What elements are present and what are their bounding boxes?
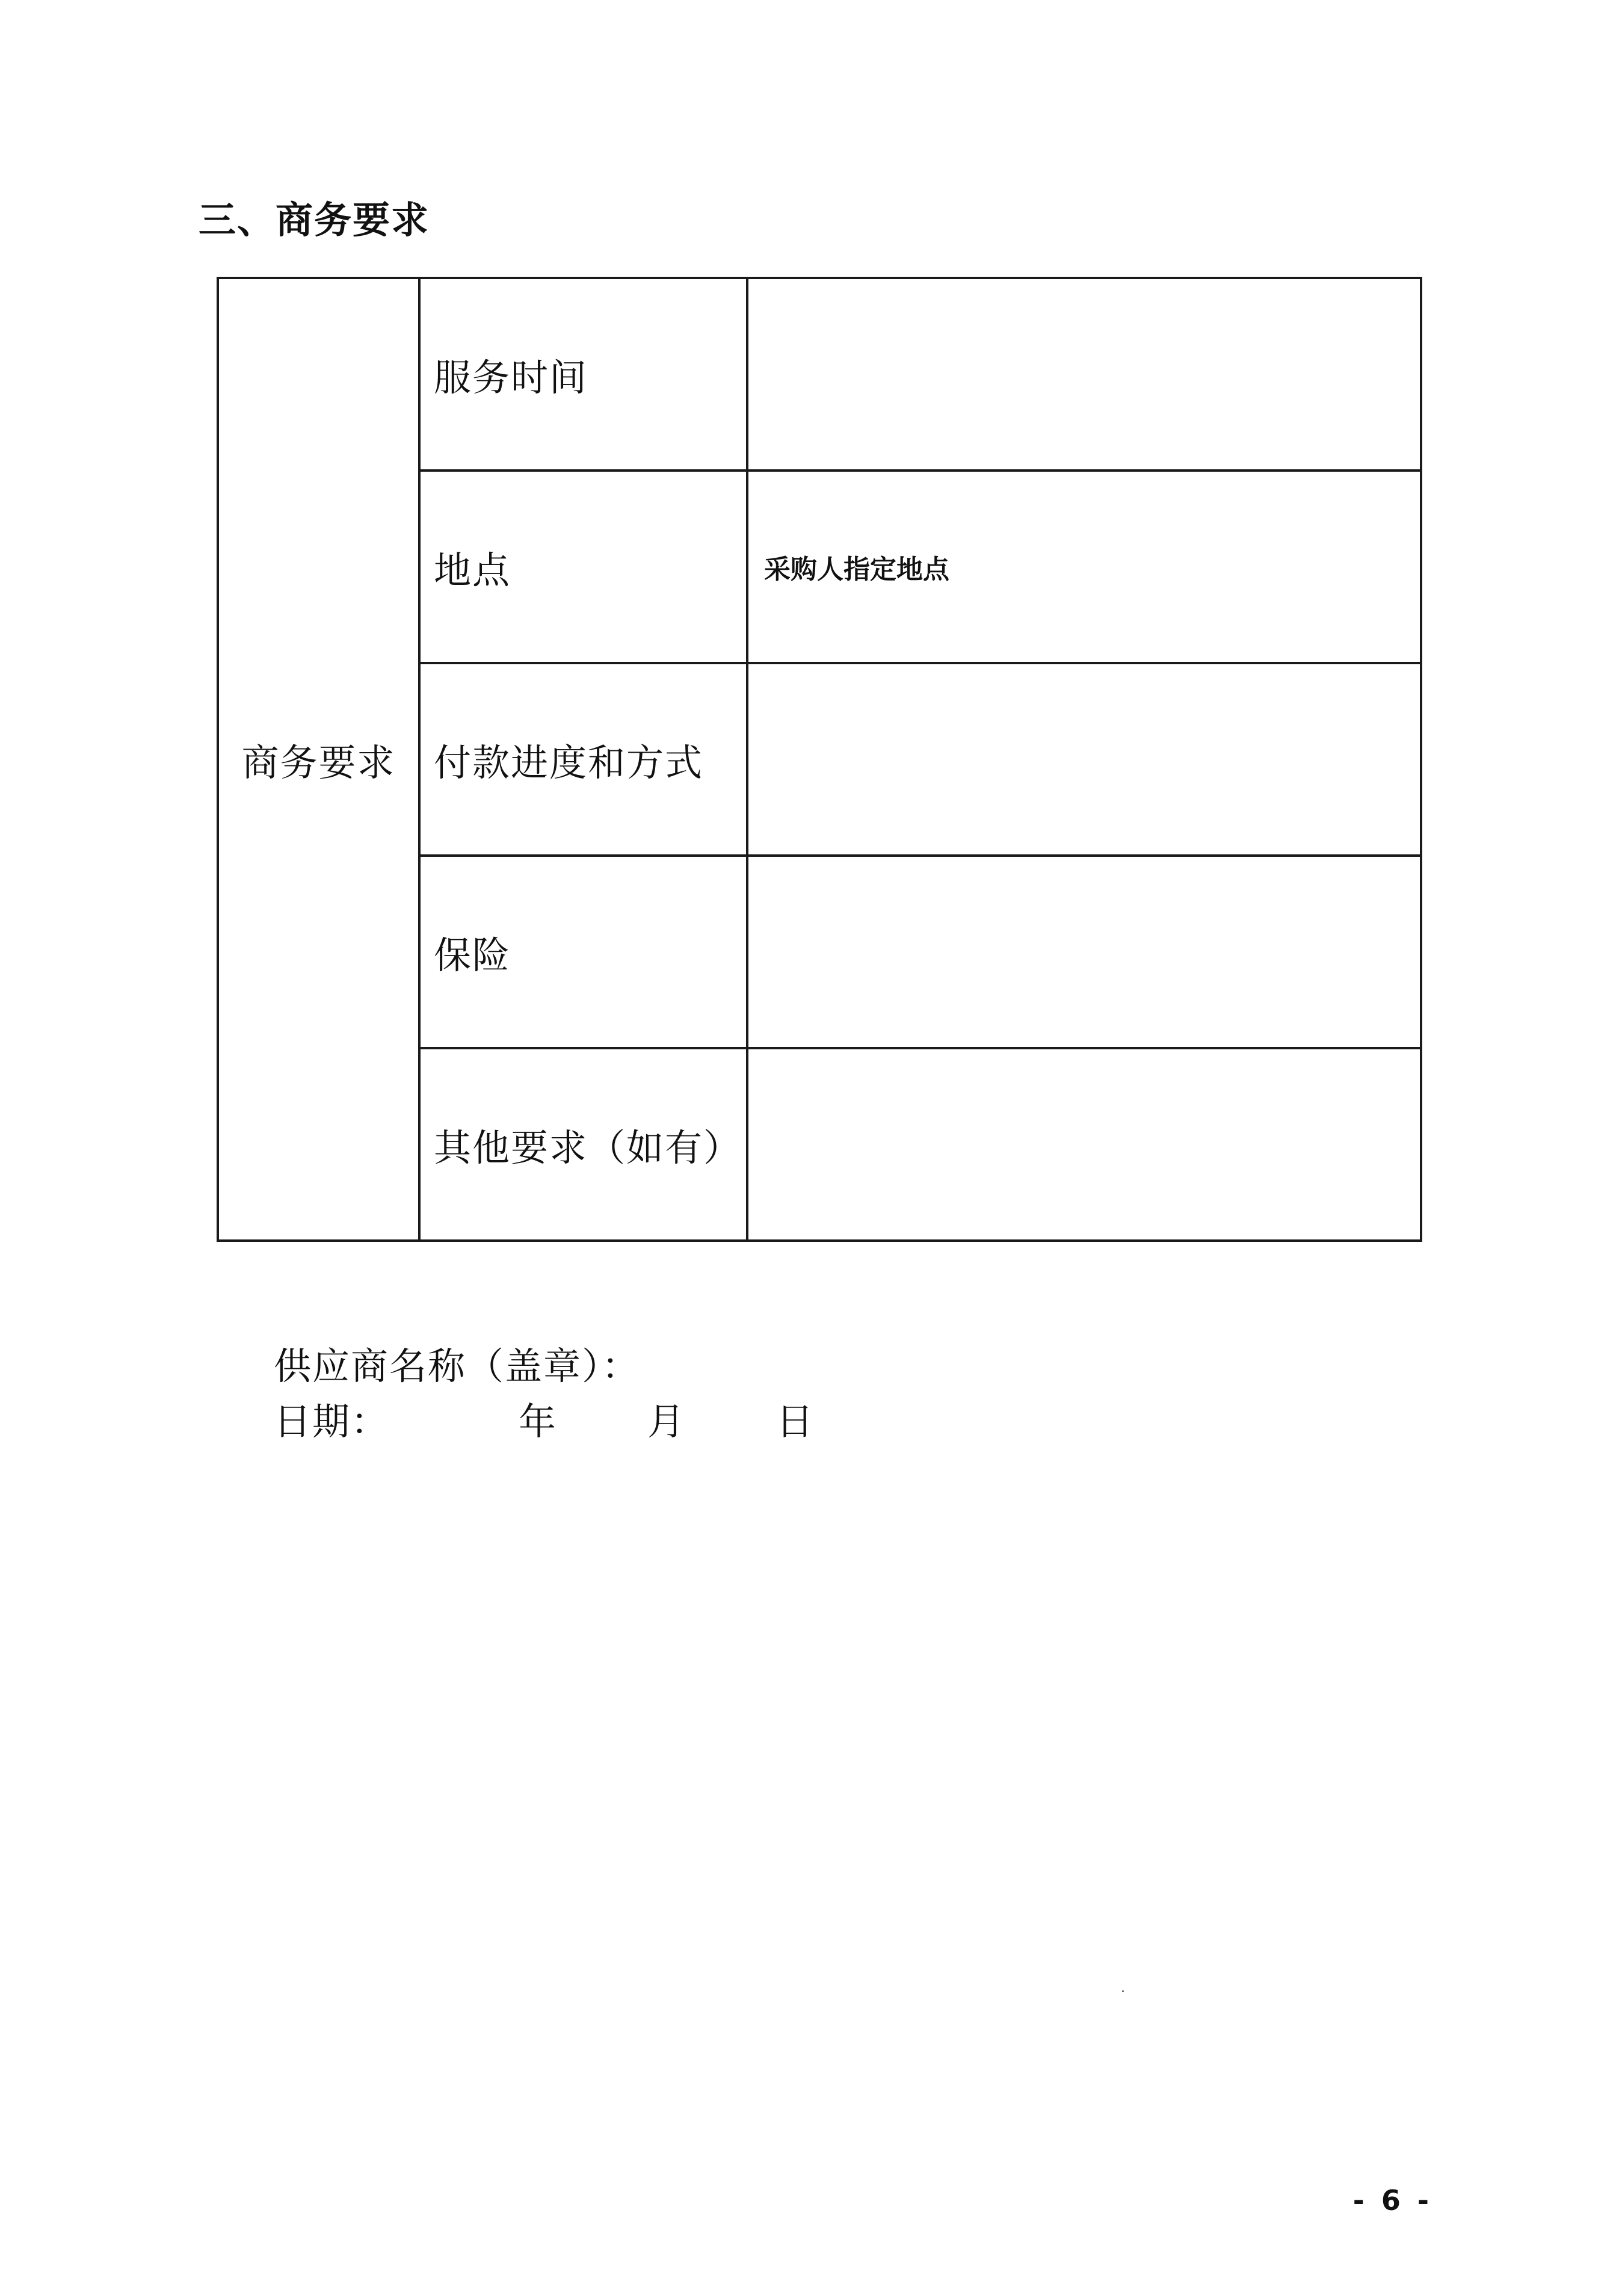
- value-cell-other-requirements: [747, 1048, 1421, 1241]
- year-label: 年: [519, 1400, 558, 1443]
- day-label: 日: [776, 1400, 815, 1443]
- value-cell-location: 采购人指定地点: [747, 471, 1421, 663]
- section-heading: 三、商务要求: [199, 198, 430, 242]
- table-row: [218, 278, 1421, 471]
- value-cell-insurance: [747, 856, 1421, 1048]
- item-label-service-time: 服务时间: [419, 278, 747, 471]
- group-label-cell: 商务要求: [218, 278, 419, 1241]
- business-requirements-table: [217, 277, 1422, 1242]
- value-cell-payment: [747, 663, 1421, 856]
- item-label-insurance: 保险: [419, 856, 747, 1048]
- scan-speck: [1122, 1990, 1124, 1992]
- signature-block: [274, 1339, 815, 1449]
- item-label-payment: 付款进度和方式: [419, 663, 747, 856]
- date-label: 日期：: [274, 1400, 390, 1443]
- item-label-location: 地点: [419, 471, 747, 663]
- value-cell-service-time: [747, 278, 1421, 471]
- supplier-name-label: 供应商名称（盖章）：: [274, 1344, 641, 1388]
- item-label-other-requirements: 其他要求（如有）: [419, 1048, 747, 1241]
- month-label: 月: [647, 1400, 686, 1443]
- date-line: [274, 1394, 815, 1449]
- page-number: - 6 -: [1352, 2184, 1432, 2217]
